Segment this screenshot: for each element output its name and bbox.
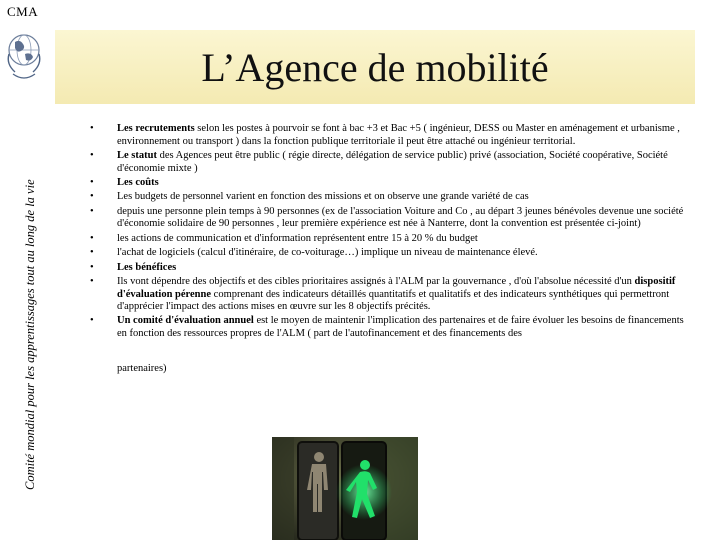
pedestrian-traffic-light-photo bbox=[272, 437, 418, 540]
pedestrian-traffic-light-icon bbox=[272, 437, 418, 540]
globe-logo-icon bbox=[3, 24, 45, 84]
bullet-item: • les actions de communication et d'information représentent entre 15 à 20 % du budget bbox=[90, 233, 690, 246]
bullet-item: • Les bénéfices bbox=[90, 262, 690, 275]
slide-title: L’Agence de mobilité bbox=[201, 45, 549, 90]
continuation-text: partenaires) bbox=[117, 362, 167, 374]
bullet-list bbox=[90, 123, 690, 341]
title-bar bbox=[55, 30, 695, 104]
bullet-item: • l'achat de logiciels (calcul d'itinéraire, de co-voiturage…) implique un niveau de maintenance élevé. bbox=[90, 247, 690, 260]
bullet-item: • Les budgets de personnel varient en fonction des missions et on observe une grande variété de cas bbox=[90, 191, 690, 204]
bullet-item: • Le statut des Agences peut être public ( régie directe, délégation de service public) privé (association, Société coopérative, Société d'économie mixte ) bbox=[90, 150, 690, 175]
bullet-item: • Les recrutements selon les postes à pourvoir se font à bac +3 et Bac +5 ( ingénieur, DESS ou Master en aménagement et urbanisme , environnement ou transport ) dans la fonction publique territoriale il peut être attaché ou ingénieur territorial. bbox=[90, 123, 690, 148]
bullet-item: • Ils vont dépendre des objectifs et des cibles prioritaires assignés à l'ALM par la gouvernance , d'où l'absolue nécessité d'un dispositif d'évaluation pérenne comprenant des indicateurs détaillés quantitatifs et qualitatifs et des indicateurs synthétiques qui permettront d'apprécier l'impact des actions mises en œuvre sur les 8 objectifs précités. bbox=[90, 276, 690, 314]
bullet-item: • depuis une personne plein temps à 90 personnes (ex de l'association Voiture and Co , au départ 3 jeunes bénévoles devenue une société d'économie solidaire de 90 personnes , leur première expérience est née à Nanterre, dont la convention est présentée ci-joint) bbox=[90, 206, 690, 231]
org-label: CMA bbox=[7, 4, 39, 19]
slide-content bbox=[90, 123, 690, 375]
bullet-item: • Les coûts bbox=[90, 177, 690, 190]
vertical-caption: Comité mondial pour les apprentissages tout au long de la vie bbox=[23, 179, 37, 490]
bullet-item: • Un comité d'évaluation annuel est le moyen de maintenir l'implication des partenaires et de faire évoluer les besoins de financements en fonction des ressources propres de l'ALM ( part de l'autofinancement et des financements des bbox=[90, 315, 690, 340]
